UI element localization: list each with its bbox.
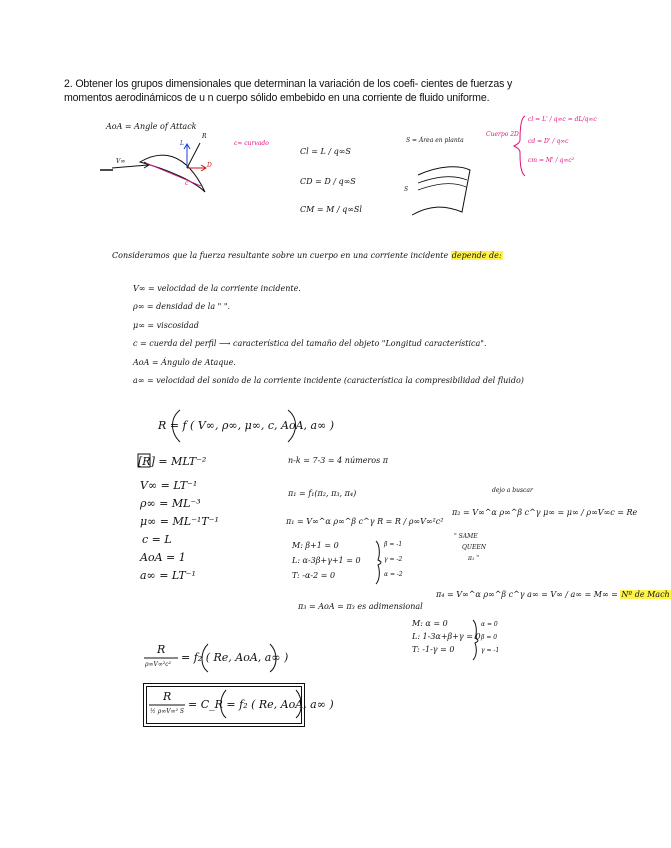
dim-a: a∞ = LT⁻¹ bbox=[140, 569, 196, 582]
problem-line-1: 2. Obtener los grupos dimensionales que determinan la variación de los coefi- cientes de fuerzas y bbox=[64, 78, 513, 90]
pink-note: Cuerpo 2D bbox=[486, 131, 519, 138]
pi4-formula: π₄ = V∞^α ρ∞^β c^γ a∞ = V∞ / a∞ = M∞ = bbox=[436, 590, 618, 599]
coef-cl: Cl = L / q∞S bbox=[300, 147, 351, 156]
pi2-same: " SAME bbox=[454, 533, 478, 540]
pink-cl: cl = L' / q∞c = dL/q∞c bbox=[528, 116, 597, 123]
lift-label: L bbox=[180, 140, 184, 147]
pi2-note: dejo a buscar bbox=[492, 487, 533, 494]
pi4-result-gamma: γ = -1 bbox=[481, 647, 500, 654]
pink-brace bbox=[514, 116, 525, 176]
chord-label: c bbox=[185, 180, 189, 187]
variable-chord: c = cuerda del perfil ⟶ característica del tamaño del objeto "Longitud característica". bbox=[133, 339, 487, 348]
dim-rho: ρ∞ = ML⁻³ bbox=[140, 497, 201, 510]
pi4-L: L: 1-3α+β+γ = 0 bbox=[412, 632, 481, 641]
dim-V: V∞ = LT⁻¹ bbox=[140, 479, 198, 492]
result1-numerator: R bbox=[157, 643, 166, 656]
intro-sentence: Consideramos que la fuerza resultante sobre un cuerpo en una corriente incidente bbox=[112, 251, 449, 260]
pi-relation: π₁ = f₁(π₂, π₃, π₄) bbox=[288, 489, 357, 498]
intro-highlight: depende de: bbox=[451, 251, 502, 260]
pink-cm: cm = M' / q∞c² bbox=[528, 157, 575, 164]
airfoil-sketch bbox=[140, 155, 205, 192]
dim-mu: μ∞ = ML⁻¹T⁻¹ bbox=[140, 515, 219, 528]
pi4-result-alpha: α = 0 bbox=[481, 621, 498, 628]
result1-denominator: ρ∞V∞²c² bbox=[145, 661, 172, 668]
pi4-M: M: α = 0 bbox=[412, 619, 448, 628]
result2-denominator: ½ ρ∞V∞² S bbox=[150, 708, 185, 715]
variable-velocity: V∞ = velocidad de la corriente incidente. bbox=[133, 284, 301, 293]
result2-rhs: = C_R = f₂ ( Re, AoA, a∞ ) bbox=[188, 698, 334, 711]
dim-aoa: AoA = 1 bbox=[140, 551, 186, 564]
variable-viscosity: μ∞ = viscosidad bbox=[133, 321, 199, 330]
drag-label: D bbox=[207, 162, 212, 169]
wing-sketch bbox=[412, 167, 470, 215]
pi1-brace bbox=[376, 541, 381, 584]
coef-cd: CD = D / q∞S bbox=[300, 177, 356, 186]
chord-line bbox=[146, 163, 201, 186]
dim-R: [R] = MLT⁻² bbox=[138, 455, 207, 468]
coef-cm: CM = M / q∞Sl bbox=[300, 205, 362, 214]
pi2-pi1: π₁ " bbox=[468, 555, 480, 562]
variable-aoa: AoA = Ángulo de Ataque. bbox=[133, 358, 236, 367]
pi1-result-alpha: α = -2 bbox=[384, 571, 403, 578]
nk-count: n-k = 7-3 = 4 números π bbox=[288, 456, 388, 465]
pi4-T: T: -1-γ = 0 bbox=[412, 645, 455, 654]
pi2-queen: QUEEN bbox=[462, 544, 486, 551]
pi3-expression: π₃ = AoA = π₃ es adimensional bbox=[298, 602, 423, 611]
aoa-label: AoA = Angle of Attack bbox=[106, 122, 197, 131]
area-label: S = Área en planta bbox=[406, 137, 464, 144]
pi1-expression: π₁ = V∞^α ρ∞^β c^γ R = R / ρ∞V∞²c² bbox=[286, 517, 444, 526]
pi4-mach: Nº de Mach bbox=[621, 590, 670, 599]
pi4-expression bbox=[436, 590, 671, 599]
pi1-L: L: α-3β+γ+1 = 0 bbox=[292, 556, 361, 565]
pink-cd: cd = D' / q∞c bbox=[528, 138, 569, 145]
problem-line-2: momentos aerodinámicos de u n cuerpo sólido embebido en una corriente de fluido uniforme. bbox=[64, 92, 490, 104]
vinf-label: V∞ bbox=[116, 158, 126, 165]
pi4-result-beta: β = 0 bbox=[481, 634, 498, 641]
function-relation: R = f ( V∞, ρ∞, μ∞, c, AoA, a∞ ) bbox=[158, 419, 335, 432]
dim-c: c = L bbox=[142, 533, 172, 546]
pi1-M: M: β+1 = 0 bbox=[292, 541, 339, 550]
chord-curved-note: c≈ curvado bbox=[234, 140, 269, 147]
pi2-expression: π₂ = V∞^α ρ∞^β c^γ μ∞ = μ∞ / ρ∞V∞c = Re bbox=[452, 508, 638, 517]
pi1-T: T: -α-2 = 0 bbox=[292, 571, 336, 580]
variable-sound-speed: a∞ = velocidad del sonido de la corriente incidente (característica la compresibilidad del fluido) bbox=[133, 376, 524, 385]
vinf-arrow bbox=[112, 165, 148, 168]
result2-numerator: R bbox=[163, 690, 172, 703]
pi1-result-beta: β = -1 bbox=[384, 541, 403, 548]
area-S: S bbox=[404, 186, 409, 193]
intro-text bbox=[112, 251, 503, 260]
result1-rhs: = f₂ ( Re, AoA, a∞ ) bbox=[181, 651, 289, 664]
resultant-label: R bbox=[202, 133, 207, 140]
variable-density: ρ∞ = densidad de la " ". bbox=[133, 302, 231, 311]
pi1-result-gamma: γ = -2 bbox=[384, 556, 403, 563]
